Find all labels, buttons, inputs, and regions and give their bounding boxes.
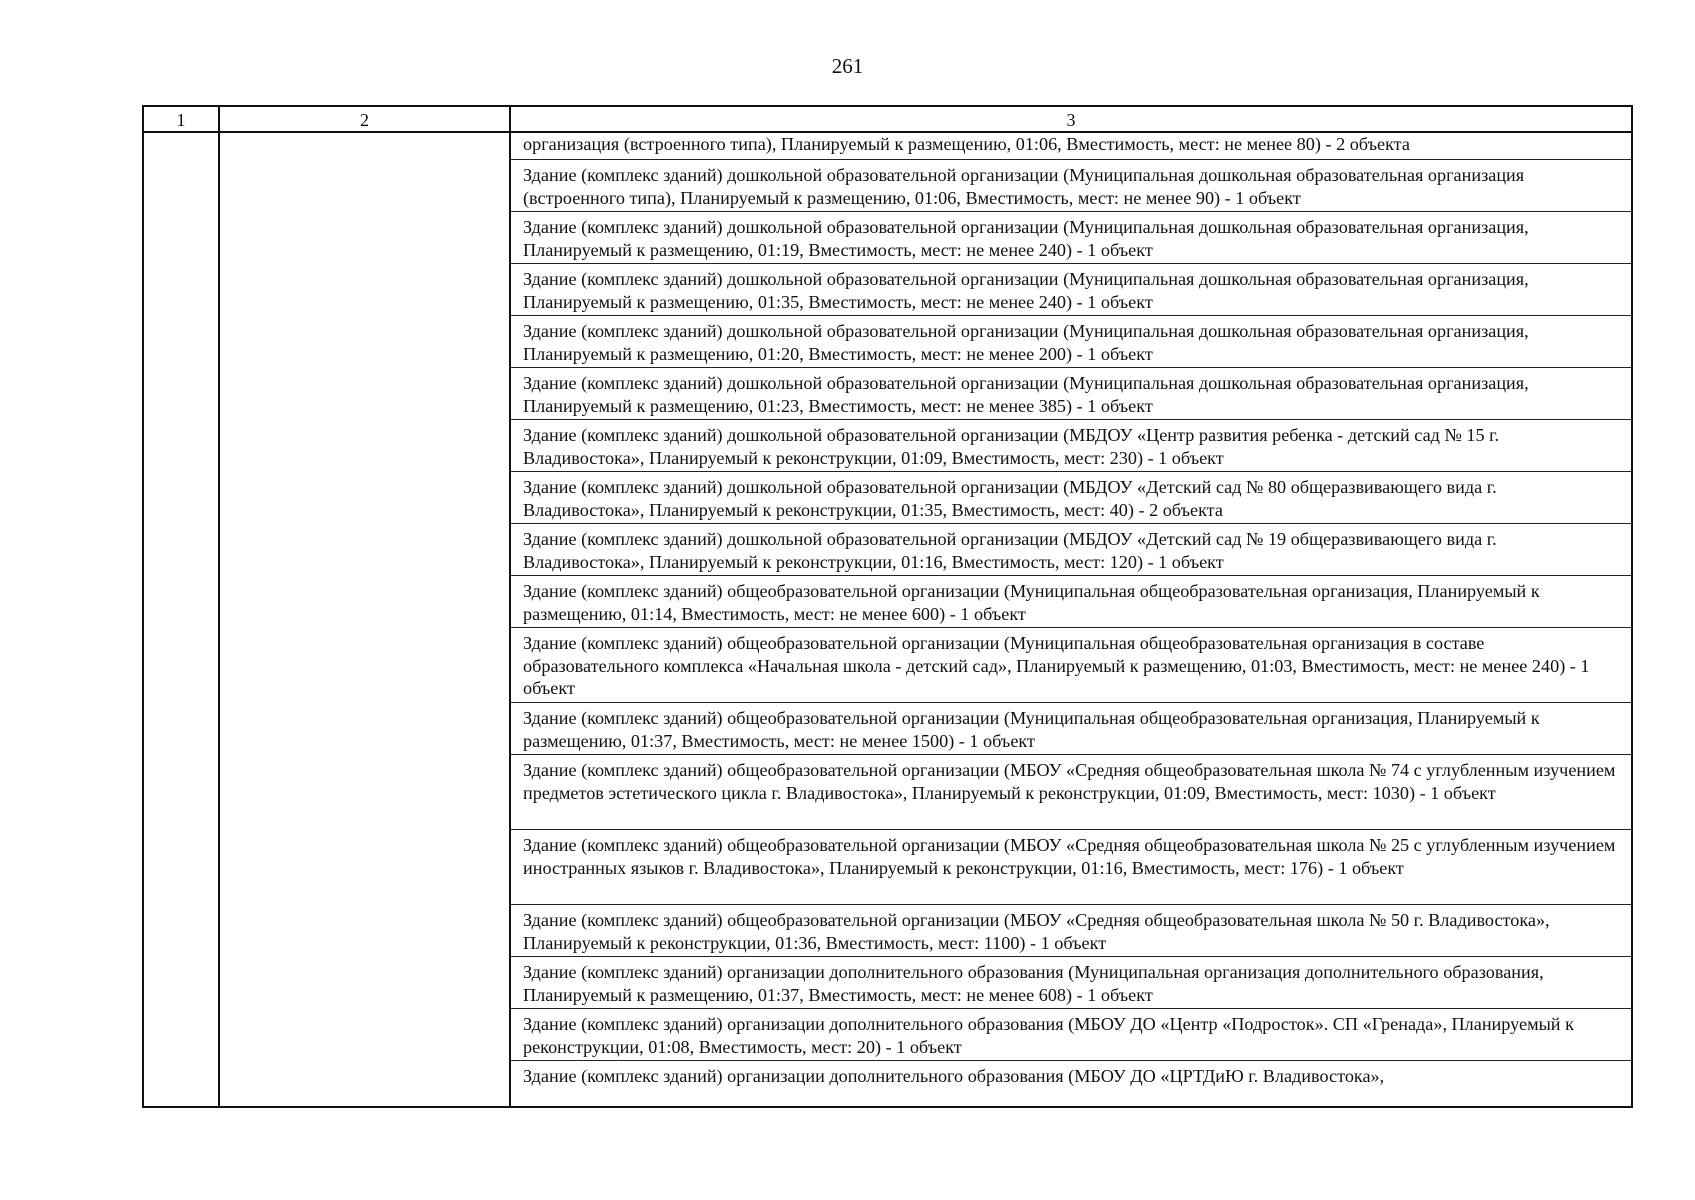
table-entry: Здание (комплекс зданий) дошкольной образовательной организации (Муниципальная дошкольная образовательная организация, Планируемый к размещению, 01:23, Вместимость, мест: не менее 385) - 1 объект [511,367,1631,419]
column-header-3: 3 [1066,110,1076,130]
table-header-row [144,107,1631,133]
table-entry: Здание (комплекс зданий) дошкольной образовательной организации (МБДОУ «Центр развития ребенка - детский сад № 15 г. Владивостока», Планируемый к реконструкции, 01:09, Вместимость, мест: 230) - 1 объект [511,419,1631,471]
table-entry: Здание (комплекс зданий) общеобразовательной организации (Муниципальная общеобразовательная организация в составе образовательного комплекса «Начальная школа - детский сад», Планируемый к размещению, 01:03, Вместимость, мест: не менее 240) - 1 объект [511,627,1631,702]
table-entry: Здание (комплекс зданий) организации дополнительного образования (Муниципальная организация дополнительного образования, Планируемый к размещению, 01:37, Вместимость, мест: не менее 608) - 1 объект [511,956,1631,1008]
column-divider-1 [218,107,220,1106]
table-entry: Здание (комплекс зданий) общеобразовательной организации (МБОУ «Средняя общеобразовательная школа № 74 с углубленным изучением предметов эстетического цикла г. Владивостока», Планируемый к реконструкции, 01:09, Вместимость, мест: 1030) - 1 объект [511,754,1631,829]
registry-table [142,105,1633,1108]
table-entry: Здание (комплекс зданий) организации дополнительного образования (МБОУ ДО «Центр «Подросток». СП «Гренада», Планируемый к реконструкции, 01:08, Вместимость, мест: 20) - 1 объект [511,1008,1631,1060]
table-entry: Здание (комплекс зданий) общеобразовательной организации (МБОУ «Средняя общеобразовательная школа № 25 с углубленным изучением иностранных языков г. Владивостока», Планируемый к реконструкции, 01:16, Вместимость, мест: 176) - 1 объект [511,829,1631,904]
table-entry: Здание (комплекс зданий) дошкольной образовательной организации (Муниципальная дошкольная образовательная организация, Планируемый к размещению, 01:35, Вместимость, мест: не менее 240) - 1 объект [511,263,1631,315]
table-entry: Здание (комплекс зданий) организации дополнительного образования (МБОУ ДО «ЦРТДиЮ г. Владивостока», [511,1060,1631,1100]
table-entry: Здание (комплекс зданий) дошкольной образовательной организации (Муниципальная дошкольная образовательная организация, Планируемый к размещению, 01:19, Вместимость, мест: не менее 240) - 1 объект [511,211,1631,263]
table-entry: Здание (комплекс зданий) дошкольной образовательной организации (МБДОУ «Детский сад № 19 общеразвивающего вида г. Владивостока», Планируемый к реконструкции, 01:16, Вместимость, мест: 120) - 1 объект [511,523,1631,575]
column-header-2: 2 [360,110,369,130]
table-entry: Здание (комплекс зданий) общеобразовательной организации (Муниципальная общеобразовательная организация, Планируемый к размещению, 01:37, Вместимость, мест: не менее 1500) - 1 объект [511,702,1631,754]
table-entry: Здание (комплекс зданий) дошкольной образовательной организации (МБДОУ «Детский сад № 80 общеразвивающего вида г. Владивостока», Планируемый к реконструкции, 01:35, Вместимость, мест: 40) - 2 объекта [511,471,1631,523]
column-3-content [511,133,1631,1106]
column-header-1: 1 [176,110,186,130]
table-entry: Здание (комплекс зданий) дошкольной образовательной организации (Муниципальная дошкольная образовательная организация, Планируемый к размещению, 01:20, Вместимость, мест: не менее 200) - 1 объект [511,315,1631,367]
table-entry: Здание (комплекс зданий) общеобразовательной организации (Муниципальная общеобразовательная организация, Планируемый к размещению, 01:14, Вместимость, мест: не менее 600) - 1 объект [511,575,1631,627]
table-entry: Здание (комплекс зданий) общеобразовательной организации (МБОУ «Средняя общеобразовательная школа № 50 г. Владивостока», Планируемый к реконструкции, 01:36, Вместимость, мест: 1100) - 1 объект [511,904,1631,956]
page-number: 261 [831,54,864,78]
table-entry: организация (встроенного типа), Планируемый к размещению, 01:06, Вместимость, мест: не менее 80) - 2 объекта [523,134,1410,154]
table-entry: Здание (комплекс зданий) дошкольной образовательной организации (Муниципальная дошкольная образовательная организация (встроенного типа), Планируемый к размещению, 01:06, Вместимость, мест: не менее 90) - 1 объект [511,159,1631,211]
